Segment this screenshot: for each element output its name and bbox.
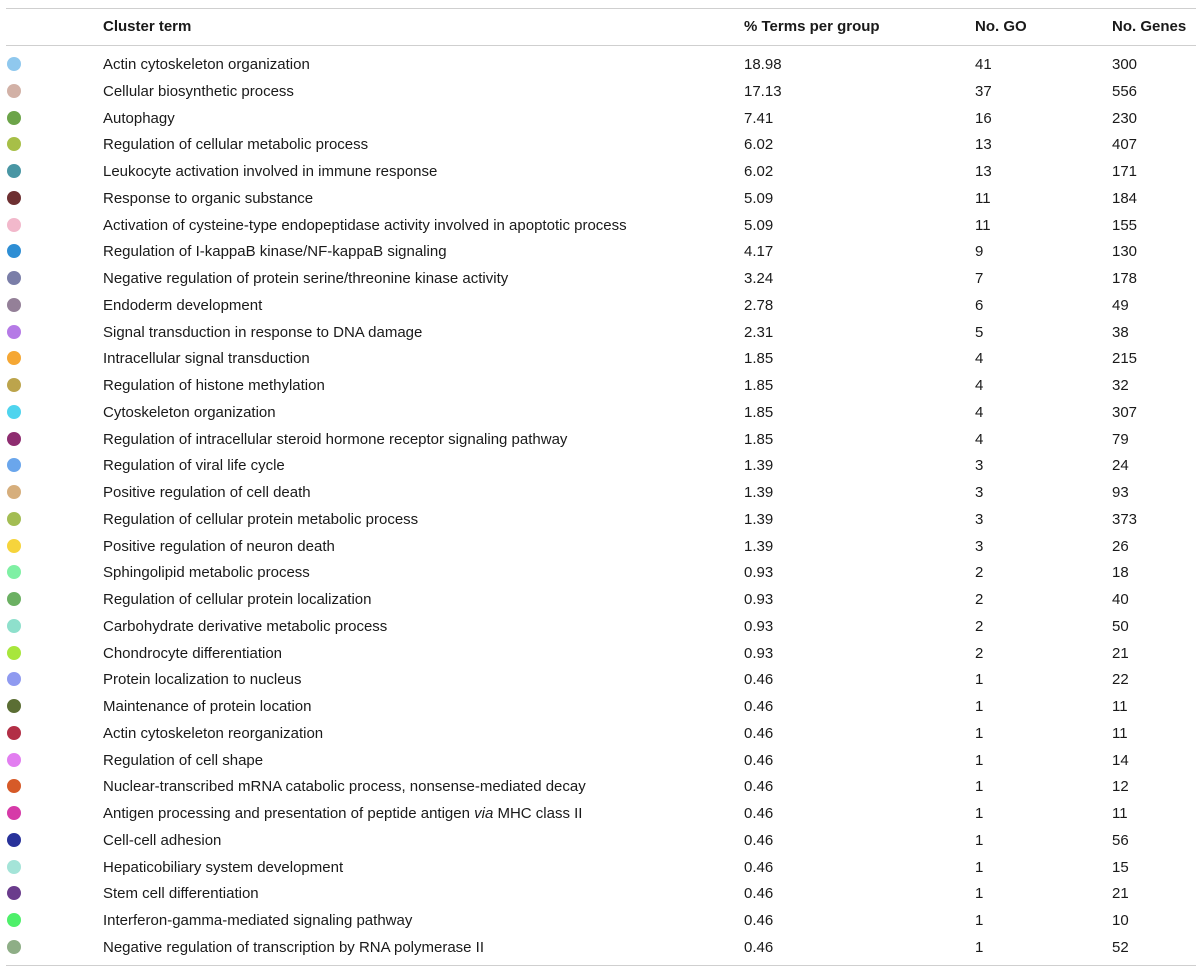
table-row: [0, 346, 1200, 373]
table-row: [0, 400, 1200, 427]
no-genes-value: 26: [1112, 537, 1129, 555]
no-genes-value: 14: [1112, 751, 1129, 769]
no-genes-value: 407: [1112, 136, 1138, 154]
cluster-color-dot: [7, 619, 21, 633]
cluster-term: Nuclear-transcribed mRNA catabolic process, nonsense-mediated decay: [103, 778, 586, 796]
cluster-color-dot: [7, 218, 21, 232]
no-go-value: 1: [975, 831, 984, 849]
percent-terms-value: 1.39: [744, 457, 774, 475]
no-genes-value: 12: [1112, 778, 1129, 796]
table-row: [0, 534, 1200, 561]
no-genes-value: 50: [1112, 617, 1129, 635]
percent-terms-value: 0.46: [744, 698, 774, 715]
no-go-value: 2: [975, 644, 984, 662]
no-go-value: 1: [975, 805, 984, 822]
cluster-color-dot: [7, 458, 21, 472]
no-genes-value: 21: [1112, 644, 1129, 662]
table-row: [0, 480, 1200, 507]
percent-terms-value: 4.17: [744, 243, 774, 261]
percent-terms-value: 0.93: [744, 591, 774, 608]
percent-terms-value: 5.09: [744, 189, 774, 207]
no-go-value: 1: [975, 751, 984, 769]
table-row: [0, 186, 1200, 213]
cluster-term: Regulation of viral life cycle: [103, 457, 285, 475]
percent-terms-value: 6.02: [744, 136, 774, 154]
no-go-value: 3: [975, 510, 984, 528]
cluster-color-dot: [7, 806, 21, 820]
no-go-value: 3: [975, 537, 984, 555]
no-go-value: 37: [975, 82, 992, 100]
cluster-color-dot: [7, 913, 21, 927]
percent-terms-value: 0.46: [744, 831, 774, 849]
no-genes-value: 79: [1112, 430, 1129, 448]
no-go-value: 1: [975, 671, 984, 689]
cluster-color-dot: [7, 57, 21, 71]
table-row: [0, 79, 1200, 106]
cluster-term: Cellular biosynthetic process: [103, 82, 294, 100]
no-go-value: 9: [975, 243, 984, 261]
table-row: [0, 721, 1200, 748]
cluster-term: Regulation of cell shape: [103, 751, 264, 769]
no-genes-value: 130: [1112, 243, 1138, 261]
cluster-color-dot: [7, 646, 21, 660]
no-go-value: 11: [975, 189, 991, 207]
cluster-color-dot: [7, 325, 21, 339]
cluster-color-dot: [7, 672, 21, 686]
table-row: [0, 373, 1200, 400]
percent-terms-value: 18.98: [744, 56, 782, 73]
no-genes-value: 184: [1112, 189, 1138, 207]
no-genes-value: 22: [1112, 671, 1129, 689]
no-go-value: 3: [975, 457, 984, 475]
percent-terms-value: 0.93: [744, 644, 774, 662]
cluster-term-italic: via: [474, 805, 494, 822]
no-genes-value: 52: [1112, 938, 1129, 956]
cluster-color-dot: [7, 512, 21, 526]
cluster-term: Actin cytoskeleton reorganization: [103, 724, 324, 742]
cluster-term: Interferon-gamma-mediated signaling pathway: [103, 912, 413, 929]
header-rule: [6, 45, 1196, 46]
percent-terms-value: 2.78: [744, 296, 774, 314]
table-row: [0, 560, 1200, 587]
cluster-term: Chondrocyte differentiation: [103, 644, 283, 662]
cluster-color-dot: [7, 833, 21, 847]
table-row: [0, 159, 1200, 186]
no-genes-value: 373: [1112, 510, 1138, 528]
percent-terms-value: 0.46: [744, 778, 774, 796]
percent-terms-value: 3.24: [744, 270, 774, 287]
table-row: [0, 507, 1200, 534]
table-row: [0, 748, 1200, 775]
table-row: [0, 587, 1200, 614]
cluster-term: Regulation of intracellular steroid hormone receptor signaling pathway: [103, 430, 568, 448]
cluster-term: Intracellular signal transduction: [103, 350, 310, 368]
percent-terms-value: 1.39: [744, 484, 774, 501]
table-row: [0, 667, 1200, 694]
cluster-color-dot: [7, 271, 21, 285]
no-go-value: 11: [975, 216, 991, 234]
no-go-value: 3: [975, 484, 984, 501]
cluster-term: Regulation of histone methylation: [103, 377, 325, 394]
no-genes-value: 56: [1112, 831, 1129, 849]
percent-terms-value: 0.46: [744, 751, 774, 769]
percent-terms-value: 6.02: [744, 163, 774, 180]
no-genes-value: 24: [1112, 457, 1129, 475]
table-row: [0, 239, 1200, 266]
no-go-value: 7: [975, 270, 984, 287]
cluster-term: Cytoskeleton organization: [103, 403, 276, 421]
cluster-term: Regulation of cellular protein localization: [103, 591, 372, 608]
table-row: [0, 320, 1200, 347]
no-genes-value: 300: [1112, 56, 1138, 73]
cluster-term: Positive regulation of neuron death: [103, 537, 335, 555]
cluster-color-dot: [7, 753, 21, 767]
no-genes-value: 40: [1112, 591, 1129, 608]
cluster-term-part: MHC class II: [493, 805, 583, 822]
percent-terms-value: 1.39: [744, 510, 774, 528]
percent-terms-value: 1.85: [744, 350, 774, 368]
percent-terms-value: 7.41: [744, 109, 774, 127]
cluster-color-dot: [7, 405, 21, 419]
no-go-value: 2: [975, 591, 984, 608]
table-row: [0, 694, 1200, 721]
cluster-color-dot: [7, 779, 21, 793]
header-cluster-term: Cluster term: [103, 18, 192, 35]
percent-terms-value: 1.39: [744, 537, 774, 555]
cluster-color-dot: [7, 244, 21, 258]
cluster-term: Negative regulation of transcription by RNA polymerase II: [103, 938, 485, 956]
header-percent-terms: % Terms per group: [744, 18, 880, 35]
table-row: [0, 52, 1200, 79]
cluster-term: Endoderm development: [103, 296, 263, 314]
cluster-color-dot: [7, 432, 21, 446]
percent-terms-value: 0.46: [744, 858, 774, 876]
table-row: [0, 855, 1200, 882]
cluster-color-dot: [7, 592, 21, 606]
table-row: [0, 293, 1200, 320]
no-genes-value: 18: [1112, 564, 1129, 582]
table-row: [0, 132, 1200, 159]
percent-terms-value: 1.85: [744, 403, 774, 421]
cluster-color-dot: [7, 699, 21, 713]
no-genes-value: 215: [1112, 350, 1138, 368]
cluster-color-dot: [7, 298, 21, 312]
no-go-value: 2: [975, 617, 984, 635]
table-row: [0, 801, 1200, 828]
no-genes-value: 11: [1112, 724, 1128, 742]
cluster-color-dot: [7, 860, 21, 874]
cluster-color-dot: [7, 111, 21, 125]
cluster-term: Maintenance of protein location: [103, 698, 312, 715]
no-go-value: 2: [975, 564, 984, 582]
no-genes-value: 556: [1112, 82, 1138, 100]
cluster-term: Regulation of I-kappaB kinase/NF-kappaB signaling: [103, 243, 447, 261]
cluster-color-dot: [7, 351, 21, 365]
percent-terms-value: 0.46: [744, 724, 774, 742]
no-go-value: 1: [975, 938, 984, 956]
table-row: [0, 106, 1200, 133]
no-go-value: 13: [975, 163, 992, 180]
no-genes-value: 32: [1112, 377, 1129, 394]
table-bottom-rule: [6, 965, 1196, 966]
no-go-value: 16: [975, 109, 992, 127]
percent-terms-value: 5.09: [744, 216, 774, 234]
no-go-value: 41: [975, 56, 992, 73]
no-genes-value: 10: [1112, 912, 1129, 929]
no-go-value: 5: [975, 323, 984, 341]
percent-terms-value: 1.85: [744, 430, 774, 448]
percent-terms-value: 0.93: [744, 564, 774, 582]
cluster-color-dot: [7, 378, 21, 392]
no-go-value: 1: [975, 858, 984, 876]
table-top-rule: [6, 8, 1196, 9]
no-go-value: 13: [975, 136, 992, 154]
cluster-color-dot: [7, 137, 21, 151]
cluster-term-part: Antigen processing and presentation of peptide antigen: [103, 805, 475, 822]
cluster-color-dot: [7, 485, 21, 499]
no-genes-value: 230: [1112, 109, 1138, 127]
percent-terms-value: 1.85: [744, 377, 774, 394]
cluster-color-dot: [7, 886, 21, 900]
table-row: [0, 453, 1200, 480]
cluster-term: Signal transduction in response to DNA damage: [103, 323, 423, 341]
cluster-color-dot: [7, 940, 21, 954]
no-go-value: 1: [975, 912, 984, 929]
percent-terms-value: 2.31: [744, 323, 774, 341]
no-genes-value: 155: [1112, 216, 1138, 234]
table-row: [0, 908, 1200, 935]
no-genes-value: 307: [1112, 403, 1138, 421]
cluster-term: Actin cytoskeleton organization: [103, 56, 310, 73]
cluster-term: Autophagy: [103, 109, 175, 127]
percent-terms-value: 0.46: [744, 885, 774, 903]
no-go-value: 1: [975, 885, 984, 903]
cluster-term: Hepaticobiliary system development: [103, 858, 344, 876]
percent-terms-value: 0.46: [744, 671, 774, 689]
percent-terms-value: 0.46: [744, 938, 774, 956]
cluster-term: Regulation of cellular protein metabolic process: [103, 510, 419, 528]
no-go-value: 1: [975, 724, 984, 742]
no-genes-value: 178: [1112, 270, 1138, 287]
table-row: [0, 266, 1200, 293]
cluster-term: Stem cell differentiation: [103, 885, 259, 903]
no-go-value: 4: [975, 377, 984, 394]
no-go-value: 1: [975, 698, 984, 715]
cluster-term: [103, 801, 582, 828]
table-row: [0, 641, 1200, 668]
no-go-value: 6: [975, 296, 984, 314]
no-genes-value: 11: [1112, 805, 1128, 822]
no-genes-value: 93: [1112, 484, 1129, 501]
cluster-color-dot: [7, 84, 21, 98]
cluster-term: Response to organic substance: [103, 189, 314, 207]
cluster-term: Sphingolipid metabolic process: [103, 564, 310, 582]
no-genes-value: 171: [1112, 163, 1138, 180]
no-go-value: 4: [975, 403, 984, 421]
no-genes-value: 38: [1112, 323, 1129, 341]
percent-terms-value: 0.46: [744, 805, 774, 822]
table-row: [0, 614, 1200, 641]
header-no-genes: No. Genes: [1112, 18, 1187, 35]
percent-terms-value: 0.46: [744, 912, 774, 929]
cluster-term: Regulation of cellular metabolic process: [103, 136, 369, 154]
table-row: [0, 935, 1200, 962]
no-go-value: 4: [975, 350, 984, 368]
cluster-term: Positive regulation of cell death: [103, 484, 311, 501]
table-row: [0, 427, 1200, 454]
table-row: [0, 881, 1200, 908]
table-row: [0, 774, 1200, 801]
table-body: [0, 52, 1200, 962]
cluster-term: Carbohydrate derivative metabolic process: [103, 617, 388, 635]
table-row: [0, 828, 1200, 855]
header-no-go: No. GO: [975, 18, 1027, 35]
percent-terms-value: 17.13: [744, 82, 782, 100]
no-genes-value: 15: [1112, 858, 1129, 876]
cluster-term: Activation of cysteine-type endopeptidase activity involved in apoptotic process: [103, 216, 627, 234]
cluster-term: Cell-cell adhesion: [103, 831, 222, 849]
cluster-term: Negative regulation of protein serine/threonine kinase activity: [103, 270, 509, 287]
table-row: [0, 213, 1200, 240]
percent-terms-value: 0.93: [744, 617, 774, 635]
no-genes-value: 21: [1112, 885, 1129, 903]
no-go-value: 1: [975, 778, 984, 796]
cluster-color-dot: [7, 539, 21, 553]
cluster-color-dot: [7, 164, 21, 178]
cluster-color-dot: [7, 191, 21, 205]
cluster-color-dot: [7, 565, 21, 579]
no-go-value: 4: [975, 430, 984, 448]
cluster-term: Protein localization to nucleus: [103, 671, 302, 689]
no-genes-value: 11: [1112, 698, 1128, 715]
cluster-term: Leukocyte activation involved in immune response: [103, 163, 438, 180]
no-genes-value: 49: [1112, 296, 1129, 314]
cluster-color-dot: [7, 726, 21, 740]
